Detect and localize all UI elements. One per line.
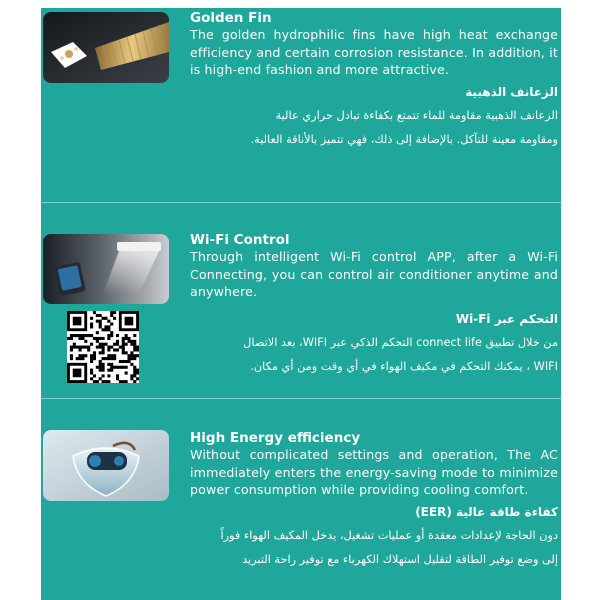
- section-body-en: Through intelligent Wi-Fi control APP, after a Wi-Fi Connecting, you can control air conditioner anytime and anywhere.: [190, 249, 558, 299]
- qr-code[interactable]: [67, 311, 139, 383]
- section-energy-efficiency: [190, 430, 558, 572]
- section-title-ar: كفاءة طاقة عالية (EER): [415, 504, 558, 519]
- wifi-ac-image: [43, 234, 169, 304]
- section-title-en: High Energy efficiency: [190, 430, 361, 446]
- golden-fin-image: [43, 12, 169, 83]
- section-body-ar: دون الحاجة لإعدادات معقدة أو عمليات تشغيل، يدخل المكيف الهواء فوراً إلى وضع توفير الطاقة لتقليل استهلاك الكهرباء مع توفير راحة التبريد: [220, 528, 558, 566]
- section-title-en: Wi-Fi Control: [190, 232, 290, 248]
- section-wifi-control: [190, 232, 558, 379]
- section-body-en: The golden hydrophilic fins have high heat exchange efficiency and certain corrosion resistance. In addition, it is high-end fashion and more attractive.: [190, 27, 558, 77]
- section-divider: [41, 202, 561, 203]
- section-title-ar: الزعانف الذهبية: [465, 84, 558, 99]
- section-body-ar: من خلال تطبيق connect life التحكم الذكي عبر WIFI، بعد الاتصال WIFI ، يمكنك التحكم في مكيف الهواء في أي وقت ومن أي مكان.: [243, 335, 558, 373]
- section-divider: [41, 398, 561, 399]
- energy-efficiency-image: [43, 430, 169, 501]
- section-title-ar: التحكم عبر Wi-Fi: [455, 311, 558, 326]
- section-body-en: Without complicated settings and operation, The AC immediately enters the energy-saving mode to minimize power consumption while providing cooling comfort.: [190, 447, 558, 497]
- section-golden-fin: [190, 10, 558, 152]
- section-title-en: Golden Fin: [190, 10, 272, 26]
- section-body-ar: الزعانف الذهبية مقاومة للماء تتمتع بكفاءة تبادل حراري عالية ومقاومة معينة للتآكل. بالإضافة إلى ذلك، فهي تتميز بالأناقة العالية.: [250, 108, 558, 146]
